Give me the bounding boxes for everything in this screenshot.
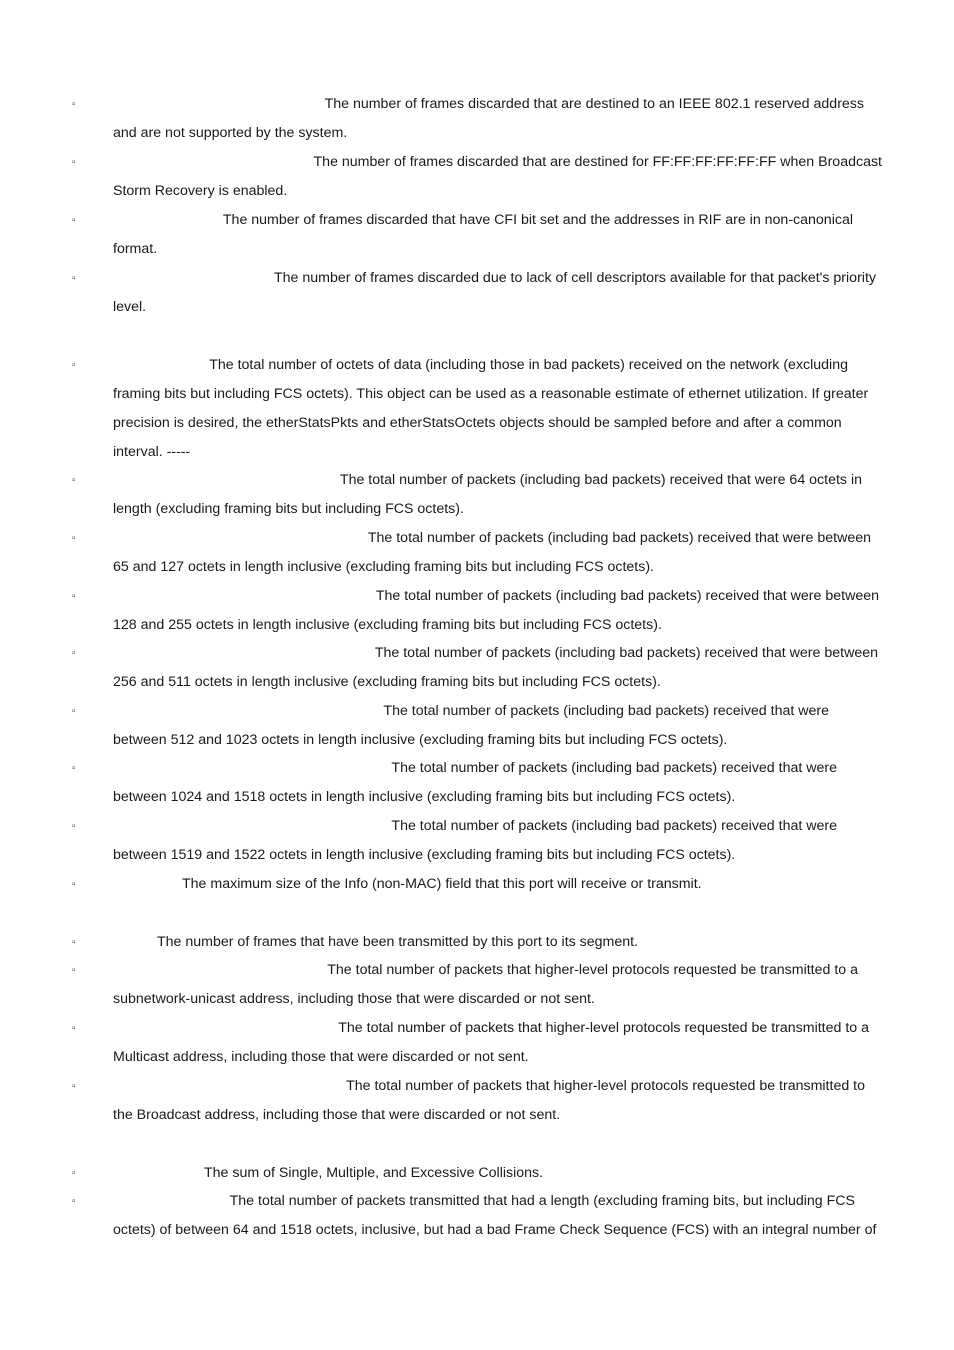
item-text: The total number of packets that higher-level protocols requested be transmitted to the Broadcast address, including those that were discarded or not sent. [113, 1078, 865, 1123]
bullet-icon: ▫ [72, 157, 76, 168]
bullet-icon: ▫ [72, 1168, 76, 1179]
bullet-icon: ▫ [72, 1023, 76, 1034]
item-text: The number of frames discarded that are destined for FF:FF:FF:FF:FF:FF when Broadcast Storm Recovery is enabled. [113, 154, 882, 199]
bullet-icon: ▫ [72, 937, 76, 948]
item-text: The number of frames that have been transmitted by this port to its segment. [157, 934, 639, 950]
item-text: The sum of Single, Multiple, and Excessive Collisions. [204, 1165, 544, 1181]
bullet-icon: ▫ [72, 965, 76, 976]
bullet-icon: ▫ [72, 533, 76, 544]
bullet-icon: ▫ [72, 273, 76, 284]
bullet-icon: ▫ [72, 648, 76, 659]
item-text: The maximum size of the Info (non-MAC) field that this port will receive or transmit. [182, 876, 702, 892]
bullet-icon: ▫ [72, 879, 76, 890]
item-text: The number of frames discarded that have CFI bit set and the addresses in RIF are in non-canonical format. [113, 212, 853, 257]
item-text: The total number of octets of data (including those in bad packets) received on the network (excluding framing bits but including FCS octets). This object can be used as a reasonable estimate of ethernet utilization. If greater precision is desired, the etherStatsPkts and etherStatsOctets objects should be sampled before and after a common interval. ----- [113, 357, 869, 460]
bullet-icon: ▫ [72, 360, 76, 371]
item-text: The total number of packets that higher-level protocols requested be transmitted to a Multicast address, including those that were discarded or not sent. [113, 1020, 869, 1065]
bullet-icon: ▫ [72, 215, 76, 226]
bullet-icon: ▫ [72, 591, 76, 602]
item-text: The total number of packets (including bad packets) received that were between 1024 and 1518 octets in length inclusive (excluding framing bits but including FCS octets). [113, 760, 837, 805]
bullet-icon: ▫ [72, 1081, 76, 1092]
item-text: The total number of packets (including bad packets) received that were between 65 and 127 octets in length inclusive (excluding framing bits but including FCS octets). [113, 530, 871, 575]
bullet-icon: ▫ [72, 1196, 76, 1207]
item-text: The total number of packets that higher-level protocols requested be transmitted to a subnetwork-unicast address, including those that were discarded or not sent. [113, 962, 858, 1007]
item-text: The total number of packets transmitted that had a length (excluding framing bits, but including FCS octets) of between 64 and 1518 octets, inclusive, but had a bad Frame Check Sequence (FCS) with an integral number of [113, 1193, 877, 1238]
item-text: The number of frames discarded that are destined to an IEEE 802.1 reserved address and are not supported by the system. [113, 96, 864, 141]
bullet-icon: ▫ [72, 821, 76, 832]
item-text: The total number of packets (including bad packets) received that were 64 octets in length (excluding framing bits but including FCS octets). [113, 472, 862, 517]
item-text: The total number of packets (including bad packets) received that were between 128 and 255 octets in length inclusive (excluding framing bits but including FCS octets). [113, 588, 879, 633]
item-text: The total number of packets (including bad packets) received that were between 1519 and 1522 octets in length inclusive (excluding framing bits but including FCS octets). [113, 818, 837, 863]
item-text: The number of frames discarded due to lack of cell descriptors available for that packet's priority level. [113, 270, 876, 315]
bullet-icon: ▫ [72, 475, 76, 486]
bullet-icon: ▫ [72, 763, 76, 774]
item-text: The total number of packets (including bad packets) received that were between 512 and 1023 octets in length inclusive (excluding framing bits but including FCS octets). [113, 703, 829, 748]
bullet-icon: ▫ [72, 706, 76, 717]
item-text: The total number of packets (including bad packets) received that were between 256 and 511 octets in length inclusive (excluding framing bits but including FCS octets). [113, 645, 878, 690]
bullet-icon: ▫ [72, 99, 76, 110]
